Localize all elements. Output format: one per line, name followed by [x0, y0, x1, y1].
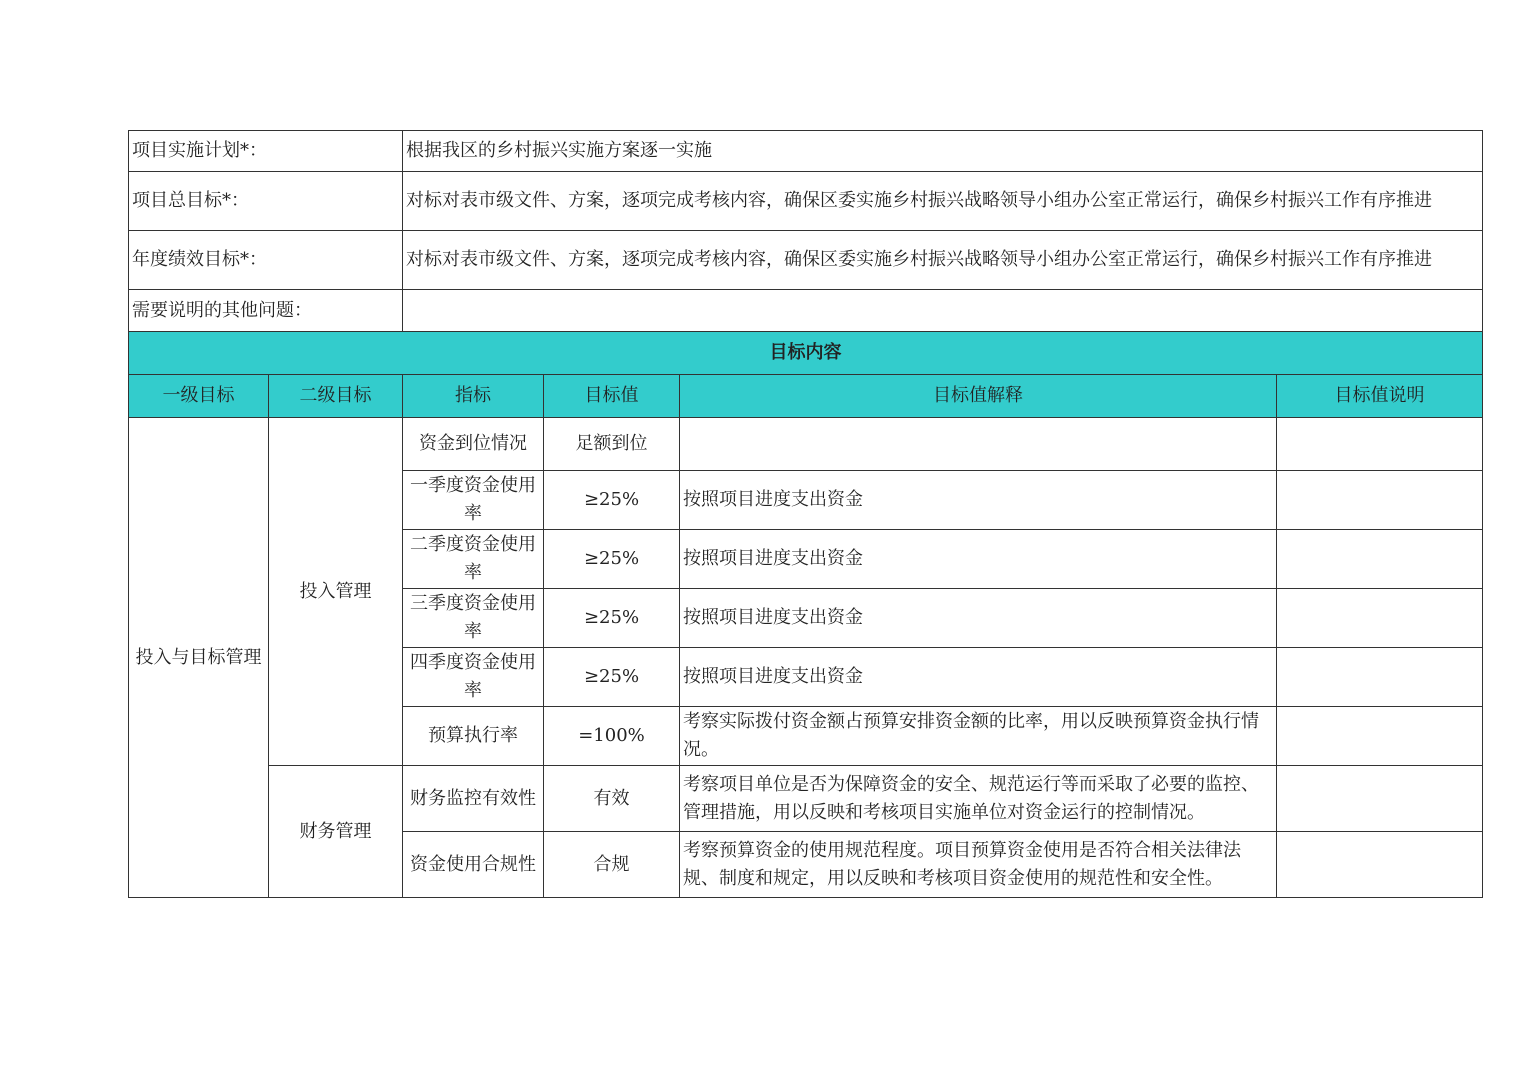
indicator-cell: 一季度资金使用率 [403, 471, 544, 530]
note-cell [1277, 648, 1483, 707]
info-label: 项目总目标*： [129, 172, 403, 231]
column-header: 目标值 [544, 375, 680, 418]
note-cell [1277, 707, 1483, 766]
target-cell: ≥25% [544, 471, 680, 530]
note-cell [1277, 418, 1483, 471]
target-cell: 合规 [544, 832, 680, 898]
level2-cell: 财务管理 [269, 766, 403, 898]
info-row-other-issues [129, 290, 1483, 332]
note-cell [1277, 766, 1483, 832]
section-title: 目标内容 [129, 332, 1483, 375]
column-header: 二级目标 [269, 375, 403, 418]
indicator-cell: 四季度资金使用率 [403, 648, 544, 707]
note-cell [1277, 530, 1483, 589]
explanation-cell: 考察预算资金的使用规范程度。项目预算资金使用是否符合相关法律法规、制度和规定，用以反映和考核项目资金使用的规范性和安全性。 [680, 832, 1277, 898]
target-cell: ≥25% [544, 589, 680, 648]
section-header-row [129, 332, 1483, 375]
column-header-row [129, 375, 1483, 418]
explanation-cell: 按照项目进度支出资金 [680, 471, 1277, 530]
explanation-cell: 按照项目进度支出资金 [680, 530, 1277, 589]
info-value: 对标对表市级文件、方案，逐项完成考核内容，确保区委实施乡村振兴战略领导小组办公室正常运行，确保乡村振兴工作有序推进 [403, 231, 1483, 290]
target-cell: 有效 [544, 766, 680, 832]
info-label: 项目实施计划*： [129, 131, 403, 172]
target-cell: ≥25% [544, 530, 680, 589]
indicator-cell: 预算执行率 [403, 707, 544, 766]
column-header: 目标值解释 [680, 375, 1277, 418]
info-label: 需要说明的其他问题： [129, 290, 403, 332]
explanation-cell: 按照项目进度支出资金 [680, 648, 1277, 707]
info-value: 根据我区的乡村振兴实施方案逐一实施 [403, 131, 1483, 172]
column-header: 一级目标 [129, 375, 269, 418]
performance-target-table [128, 130, 1483, 898]
target-cell: 足额到位 [544, 418, 680, 471]
indicator-cell: 资金使用合规性 [403, 832, 544, 898]
note-cell [1277, 832, 1483, 898]
column-header: 指标 [403, 375, 544, 418]
indicator-cell: 三季度资金使用率 [403, 589, 544, 648]
explanation-cell: 按照项目进度支出资金 [680, 589, 1277, 648]
info-label: 年度绩效目标*： [129, 231, 403, 290]
info-row-annual-goal [129, 231, 1483, 290]
note-cell [1277, 589, 1483, 648]
explanation-cell [680, 418, 1277, 471]
note-cell [1277, 471, 1483, 530]
explanation-cell: 考察实际拨付资金额占预算安排资金额的比率，用以反映预算资金执行情况。 [680, 707, 1277, 766]
info-value: 对标对表市级文件、方案，逐项完成考核内容，确保区委实施乡村振兴战略领导小组办公室正常运行，确保乡村振兴工作有序推进 [403, 172, 1483, 231]
indicator-cell: 财务监控有效性 [403, 766, 544, 832]
table-row [129, 418, 1483, 471]
indicator-cell: 资金到位情况 [403, 418, 544, 471]
table-row [129, 766, 1483, 832]
info-row-plan [129, 131, 1483, 172]
info-row-overall-goal [129, 172, 1483, 231]
info-value [403, 290, 1483, 332]
indicator-cell: 二季度资金使用率 [403, 530, 544, 589]
column-header: 目标值说明 [1277, 375, 1483, 418]
target-cell: =100% [544, 707, 680, 766]
level2-cell: 投入管理 [269, 418, 403, 766]
explanation-cell: 考察项目单位是否为保障资金的安全、规范运行等而采取了必要的监控、管理措施，用以反映和考核项目实施单位对资金运行的控制情况。 [680, 766, 1277, 832]
level1-cell: 投入与目标管理 [129, 418, 269, 898]
target-cell: ≥25% [544, 648, 680, 707]
